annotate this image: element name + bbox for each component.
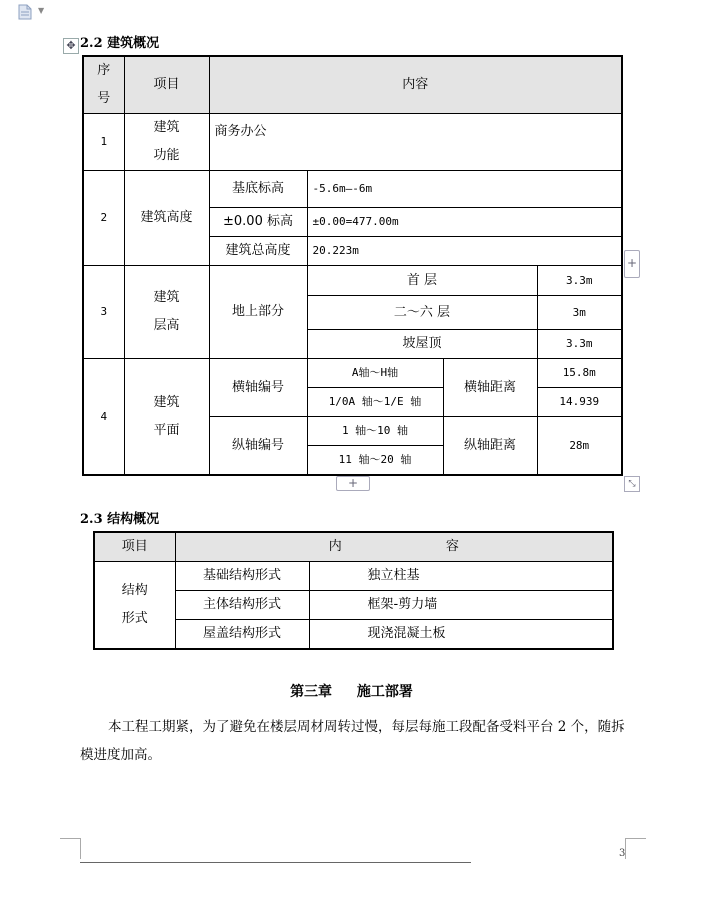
floor-height: 3.3m <box>537 330 622 359</box>
vertical-distance-value: 28m <box>537 417 622 476</box>
header-content: 内容 <box>209 56 622 114</box>
row-item: 建筑 平面 <box>124 359 209 476</box>
height-label: 基底标高 <box>209 171 307 208</box>
horizontal-distance-value: 14.939 <box>537 388 622 417</box>
height-value: ±0.00=477.00m <box>307 208 622 237</box>
move-icon[interactable]: ✥ <box>63 38 79 54</box>
height-label: 建筑总高度 <box>209 237 307 266</box>
page-corner-mark <box>625 838 646 859</box>
row-seq: 2 <box>83 171 124 266</box>
row-seq: 1 <box>83 114 124 171</box>
page-corner-mark <box>60 838 81 859</box>
horizontal-axis-range: A轴～H轴 <box>307 359 443 388</box>
vertical-axis-range: 11 轴～20 轴 <box>307 446 443 476</box>
structure-type-label: 基础结构形式 <box>175 562 309 591</box>
horizontal-distance-label: 横轴距离 <box>443 359 537 417</box>
building-function-value: 商务办公 <box>209 114 622 171</box>
document-icon[interactable] <box>18 4 32 18</box>
row-item: 建筑高度 <box>124 171 209 266</box>
horizontal-axis-range: 1/0A 轴～1/E 轴 <box>307 388 443 417</box>
structure-type-value: 现浇混凝土板 <box>309 620 613 650</box>
structure-type-value: 独立柱基 <box>309 562 613 591</box>
floor-height: 3.3m <box>537 266 622 296</box>
floor-name: 坡屋顶 <box>307 330 537 359</box>
height-value: 20.223m <box>307 237 622 266</box>
horizontal-distance-value: 15.8m <box>537 359 622 388</box>
height-value: -5.6m—-6m <box>307 171 622 208</box>
horizontal-axis-label: 横轴编号 <box>209 359 307 417</box>
body-paragraph: 本工程工期紧，为了避免在楼层周材周转过慢，每层每施工段配备受料平台 2 个，随拆模进度加高。 <box>80 719 625 763</box>
footer-line <box>80 862 471 863</box>
row-seq: 4 <box>83 359 124 476</box>
resize-icon[interactable]: ⤡ <box>624 476 640 492</box>
header-seq: 序 号 <box>83 56 124 114</box>
vertical-axis-label: 纵轴编号 <box>209 417 307 476</box>
structure-type-label: 屋盖结构形式 <box>175 620 309 650</box>
structure-overview-table <box>93 531 614 650</box>
row-item: 建筑 层高 <box>124 266 209 359</box>
row-seq: 3 <box>83 266 124 359</box>
structure-type-label: 主体结构形式 <box>175 591 309 620</box>
row-item: 建筑 功能 <box>124 114 209 171</box>
add-row-plus-icon[interactable]: + <box>336 476 370 491</box>
floor-name: 二～六 层 <box>307 296 537 330</box>
section-heading: 2.3 结构概况 <box>80 512 160 527</box>
above-ground-label: 地上部分 <box>209 266 307 359</box>
chevron-down-icon[interactable]: ▼ <box>38 6 45 15</box>
header-item: 项目 <box>124 56 209 114</box>
chapter-title: 第三章 施工部署 <box>290 684 413 700</box>
structure-form-label: 结构 形式 <box>94 562 175 650</box>
header-item: 项目 <box>94 532 175 562</box>
height-label: ±0.00 标高 <box>209 208 307 237</box>
vertical-axis-range: 1 轴～10 轴 <box>307 417 443 446</box>
section-heading: 2.2 建筑概况 <box>80 36 160 51</box>
add-column-plus-icon[interactable]: + <box>624 250 640 278</box>
structure-type-value: 框架-剪力墙 <box>309 591 613 620</box>
floor-name: 首 层 <box>307 266 537 296</box>
page-number: 3 <box>619 848 626 859</box>
building-overview-table <box>82 55 623 476</box>
floor-height: 3m <box>537 296 622 330</box>
header-content: 内 容 <box>175 532 613 562</box>
vertical-distance-label: 纵轴距离 <box>443 417 537 476</box>
